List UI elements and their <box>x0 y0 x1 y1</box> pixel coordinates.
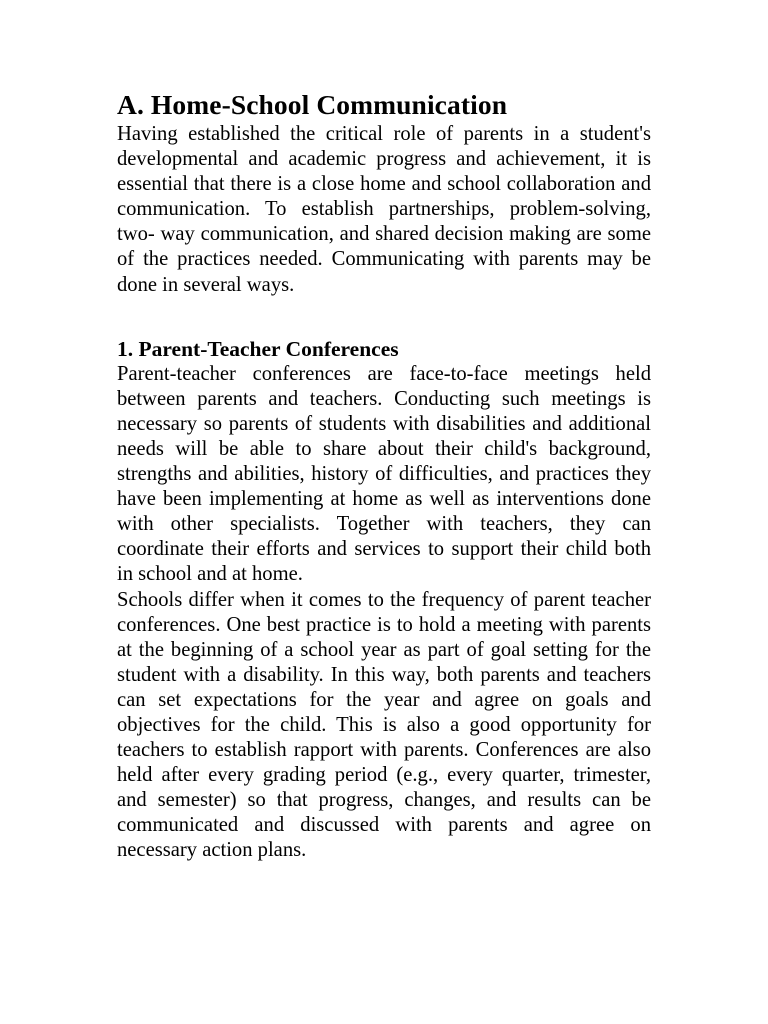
document-title: A. Home-School Communication <box>117 89 508 120</box>
intro-paragraph: Having established the critical role of parents in a student's developmental and academic progress and achievement, it is essential that there is a close home and school collaboration and communication. To establish partnerships, problem-solving, two- way communication, and shared decision making are some of the practices needed. Communicating with parents may be done in several ways. <box>117 123 651 296</box>
section-paragraph: Schools differ when it comes to the frequency of parent teacher conferences. One best practice is to hold a meeting with parents at the beginning of a school year as part of goal setting for the student with a disability. In this way, both parents and teachers can set expectations for the year and agree on goals and objectives for the child. This is also a good opportunity for teachers to establish rapport with parents. Conferences are also held after every grading period (e.g., every quarter, trimester, and semester) so that progress, changes, and results can be communicated and discussed with parents and agree on necessary action plans. <box>117 588 651 862</box>
section-paragraph: Parent-teacher conferences are face-to-face meetings held between parents and teachers. Conducting such meetings is necessary so parents of students with disabilities and additional needs will be able to share about their child's background, strengths and abilities, history of difficulties, and practices they have been implementing at home as well as interventions done with other specialists. Together with teachers, they can coordinate their efforts and services to support their child both in school and at home. <box>117 362 651 586</box>
section-heading-parent-teacher-conferences: 1. Parent-Teacher Conferences <box>117 336 399 361</box>
document-page <box>117 88 651 864</box>
